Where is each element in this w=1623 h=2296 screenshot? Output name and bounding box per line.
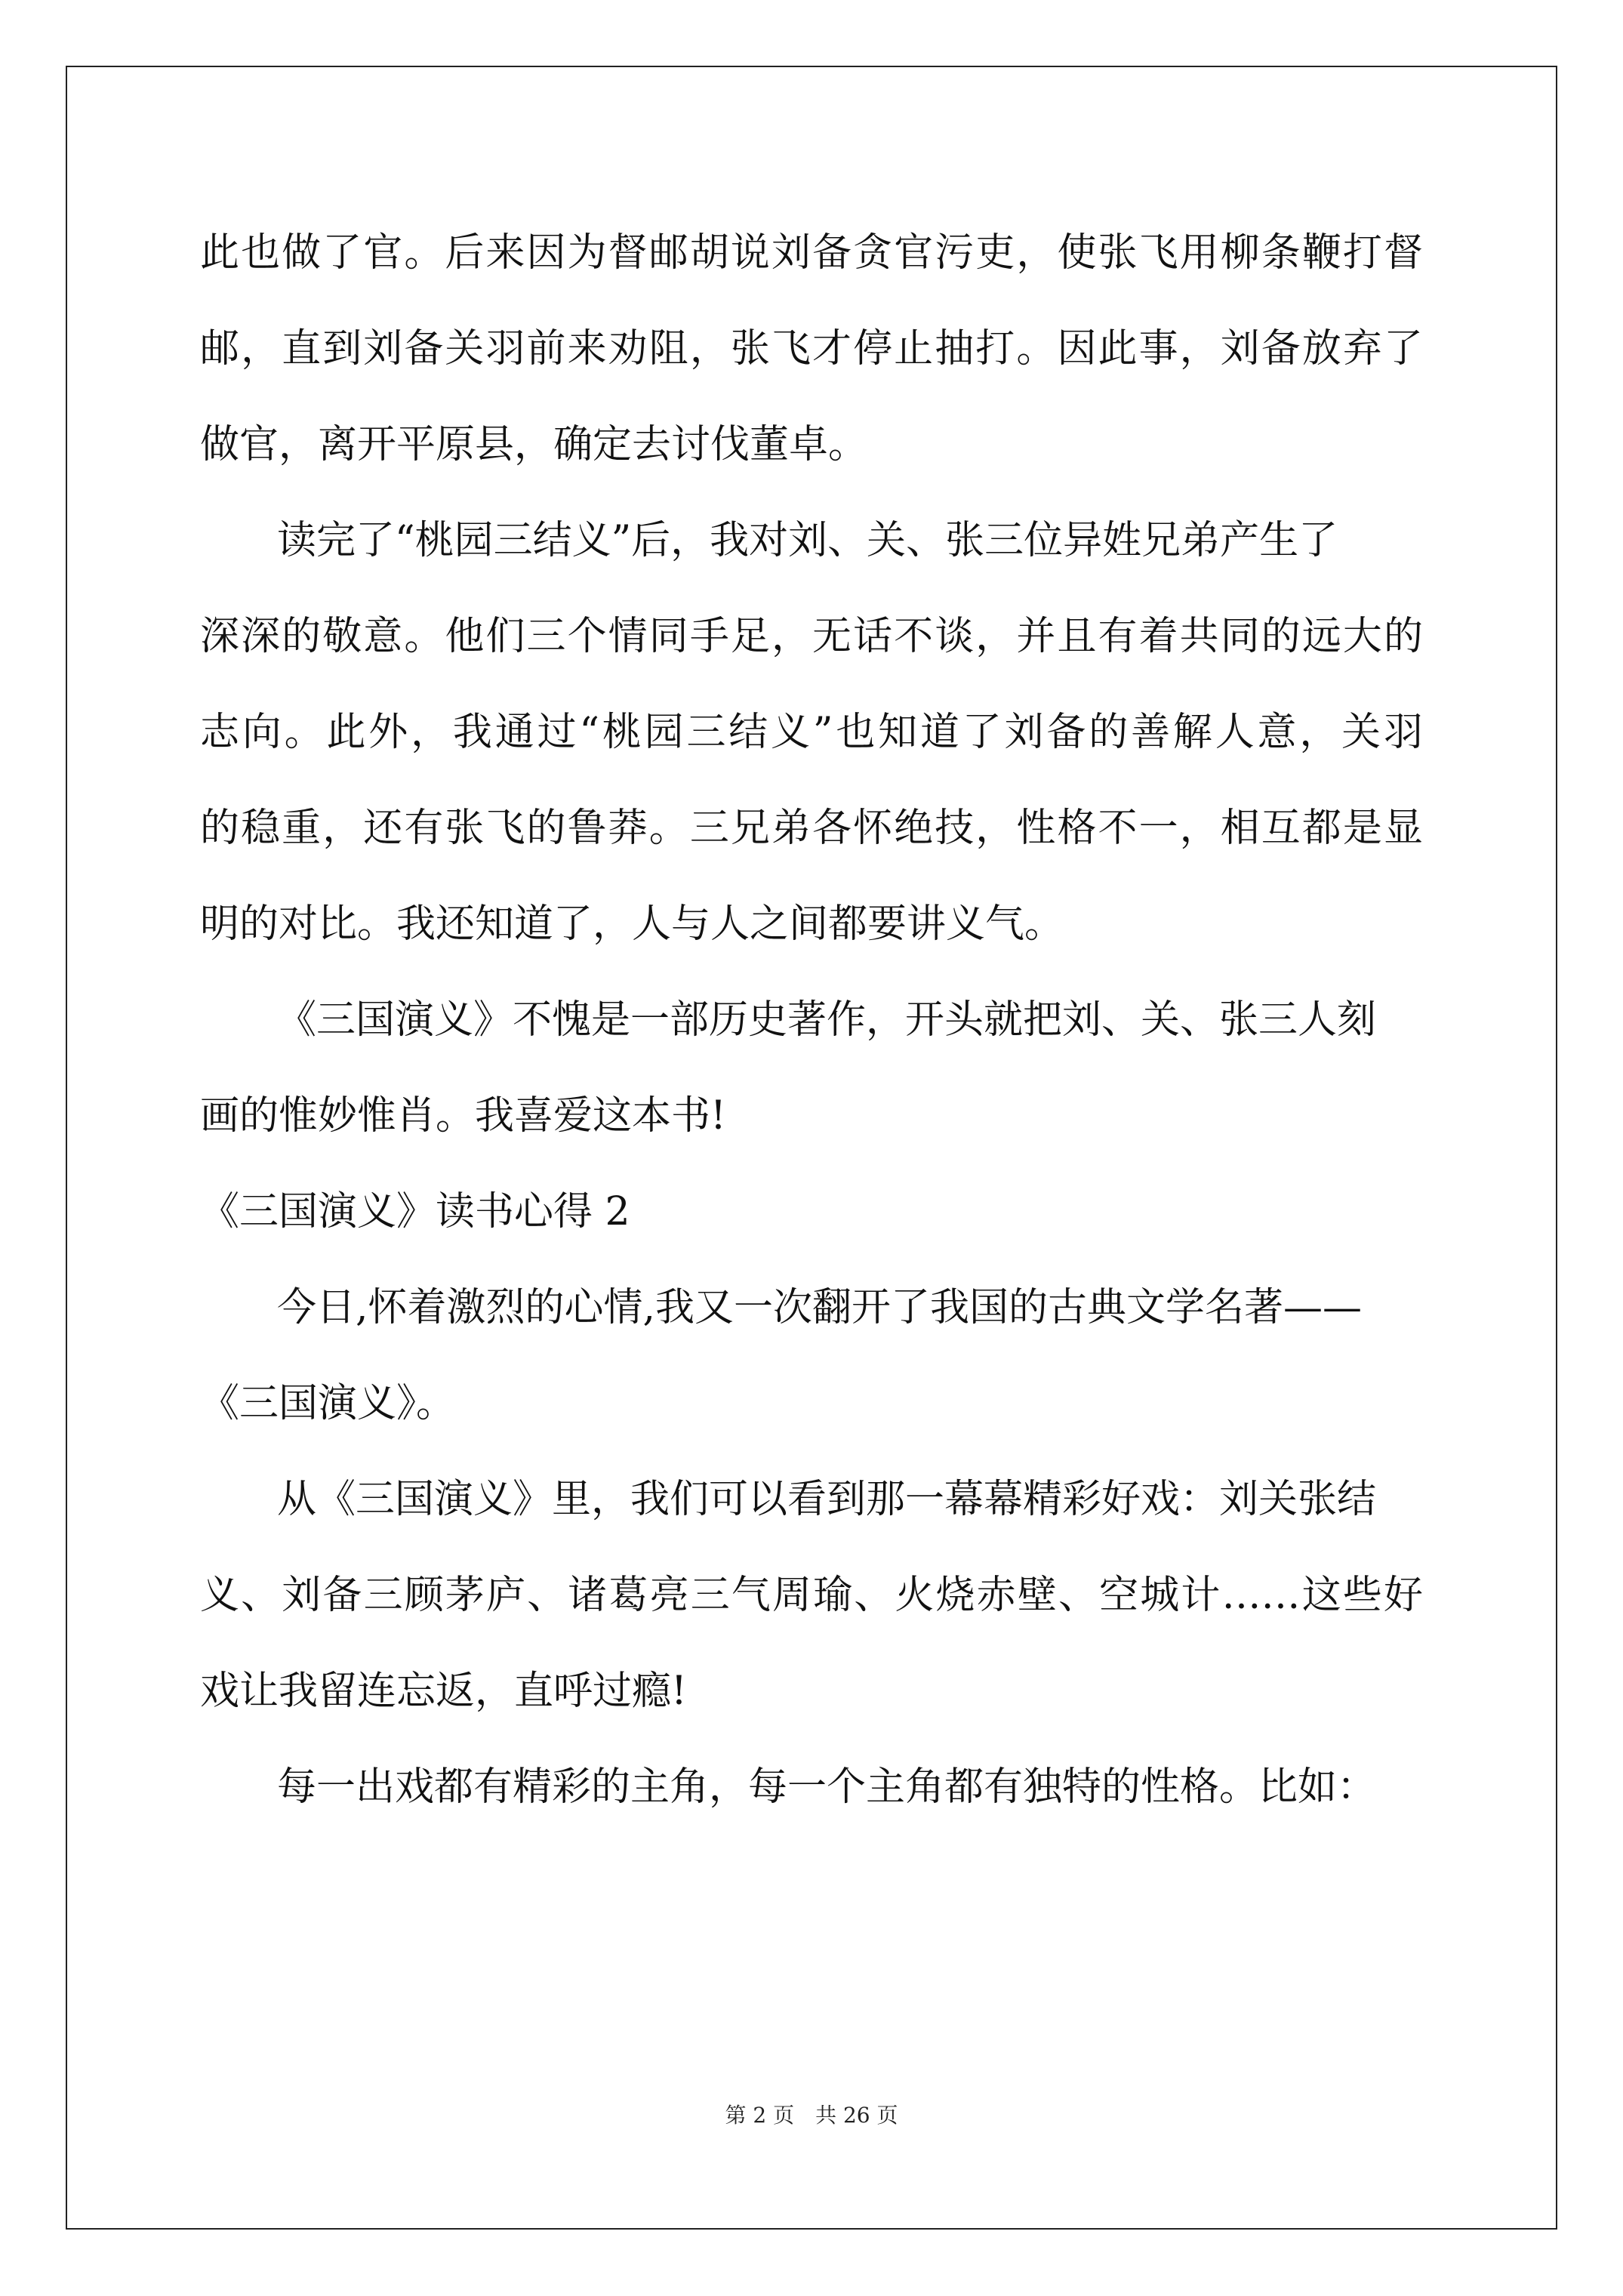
section-heading: 《三国演义》读书心得 2 (200, 1189, 630, 1234)
paragraph-first-line: 读完了“桃园三结义”后，我对刘、关、张三位异姓兄弟产生了 (277, 518, 1338, 563)
body-text-line: 画的惟妙惟肖。我喜爱这本书! (200, 1093, 726, 1139)
body-text-line: 戏让我留连忘返，直呼过瘾! (200, 1669, 687, 1714)
body-text-line: 明的对比。我还知道了，人与人之间都要讲义气。 (200, 901, 1064, 947)
body-text-line: 《三国演义》。 (200, 1381, 456, 1426)
page-border (66, 66, 1557, 2230)
body-text-line: 志向。此外，我通过“桃园三结义”也知道了刘备的善解人意，关羽 (200, 710, 1423, 755)
paragraph-first-line: 今日,怀着激烈的心情,我又一次翻开了我国的古典文学名著—— (277, 1285, 1363, 1330)
paragraph-first-line: 从《三国演义》里，我们可以看到那一幕幕精彩好戏：刘关张结 (277, 1477, 1377, 1522)
body-text-line: 此也做了官。后来因为督邮胡说刘备贪官污吏，使张飞用柳条鞭打督 (200, 230, 1423, 276)
body-text-line: 的稳重，还有张飞的鲁莽。三兄弟各怀绝技，性格不一，相互都是显 (200, 806, 1423, 851)
page-number: 第 2 页 共 26 页 (725, 2103, 898, 2128)
body-text-line: 做官，离开平原县，确定去讨伐董卓。 (200, 422, 868, 467)
body-text-line: 邮，直到刘备关羽前来劝阻，张飞才停止抽打。因此事，刘备放弃了 (200, 326, 1423, 371)
body-text-line: 义、刘备三顾茅庐、诸葛亮三气周瑜、火烧赤壁、空城计……这些好 (200, 1573, 1423, 1618)
paragraph-first-line: 《三国演义》不愧是一部历史著作，开头就把刘、关、张三人刻 (277, 997, 1377, 1043)
body-text-line: 深深的敬意。他们三个情同手足，无话不谈，并且有着共同的远大的 (200, 614, 1423, 659)
paragraph-first-line: 每一出戏都有精彩的主角，每一个主角都有独特的性格。比如： (277, 1764, 1377, 1810)
